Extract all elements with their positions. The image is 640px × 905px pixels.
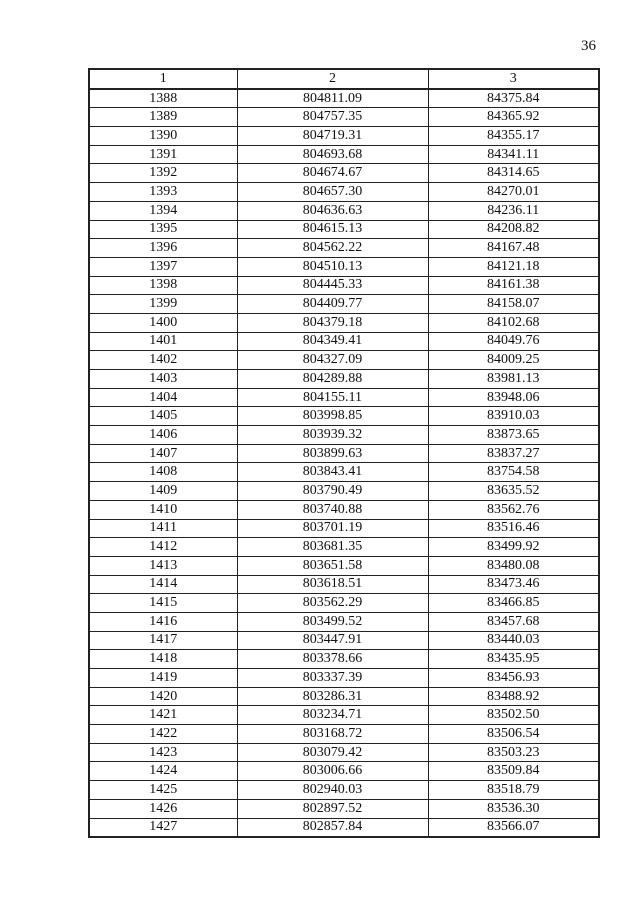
point-number-cell: 1405 <box>89 407 237 426</box>
coordinate-y-cell: 84341.11 <box>428 145 599 164</box>
point-number-cell: 1427 <box>89 818 237 837</box>
point-number-cell: 1422 <box>89 725 237 744</box>
column-header-2: 2 <box>237 69 428 89</box>
point-number-cell: 1416 <box>89 612 237 631</box>
table-row <box>89 407 599 426</box>
table-row <box>89 706 599 725</box>
coordinate-y-cell: 83536.30 <box>428 799 599 818</box>
point-number-cell: 1398 <box>89 276 237 295</box>
coordinate-x-cell: 804155.11 <box>237 388 428 407</box>
coordinate-x-cell: 802897.52 <box>237 799 428 818</box>
point-number-cell: 1407 <box>89 444 237 463</box>
coordinate-y-cell: 83837.27 <box>428 444 599 463</box>
table-row <box>89 351 599 370</box>
point-number-cell: 1389 <box>89 108 237 127</box>
point-number-cell: 1421 <box>89 706 237 725</box>
coordinate-x-cell: 803939.32 <box>237 426 428 445</box>
table-row <box>89 444 599 463</box>
table-row <box>89 295 599 314</box>
table-row <box>89 313 599 332</box>
table-row <box>89 276 599 295</box>
table-row <box>89 332 599 351</box>
table-row <box>89 519 599 538</box>
table-row <box>89 388 599 407</box>
table-row <box>89 631 599 650</box>
coordinate-y-cell: 83488.92 <box>428 687 599 706</box>
coordinate-x-cell: 802940.03 <box>237 781 428 800</box>
table-row <box>89 239 599 258</box>
coordinate-x-cell: 803286.31 <box>237 687 428 706</box>
point-number-cell: 1400 <box>89 313 237 332</box>
coordinate-y-cell: 84270.01 <box>428 183 599 202</box>
table-row <box>89 220 599 239</box>
coordinate-y-cell: 84158.07 <box>428 295 599 314</box>
coordinate-y-cell: 84314.65 <box>428 164 599 183</box>
point-number-cell: 1412 <box>89 538 237 557</box>
coordinate-y-cell: 83499.92 <box>428 538 599 557</box>
table-row <box>89 594 599 613</box>
point-number-cell: 1396 <box>89 239 237 258</box>
coordinate-x-cell: 803843.41 <box>237 463 428 482</box>
table-row <box>89 725 599 744</box>
coordinate-x-cell: 804615.13 <box>237 220 428 239</box>
coordinate-y-cell: 83948.06 <box>428 388 599 407</box>
coordinate-x-cell: 804510.13 <box>237 257 428 276</box>
coordinate-x-cell: 803168.72 <box>237 725 428 744</box>
coordinate-x-cell: 804636.63 <box>237 201 428 220</box>
table-row <box>89 183 599 202</box>
table-row <box>89 538 599 557</box>
coordinate-y-cell: 83566.07 <box>428 818 599 837</box>
coordinate-x-cell: 803562.29 <box>237 594 428 613</box>
table-row <box>89 669 599 688</box>
coordinate-y-cell: 83466.85 <box>428 594 599 613</box>
coordinate-y-cell: 83873.65 <box>428 426 599 445</box>
coordinate-x-cell: 804379.18 <box>237 313 428 332</box>
coordinate-x-cell: 804562.22 <box>237 239 428 258</box>
coordinate-y-cell: 83473.46 <box>428 575 599 594</box>
coordinate-y-cell: 83440.03 <box>428 631 599 650</box>
coordinate-y-cell: 83981.13 <box>428 370 599 389</box>
point-number-cell: 1392 <box>89 164 237 183</box>
point-number-cell: 1401 <box>89 332 237 351</box>
coordinate-x-cell: 803651.58 <box>237 556 428 575</box>
point-number-cell: 1415 <box>89 594 237 613</box>
point-number-cell: 1410 <box>89 500 237 519</box>
coordinate-y-cell: 83910.03 <box>428 407 599 426</box>
coordinate-x-cell: 802857.84 <box>237 818 428 837</box>
point-number-cell: 1406 <box>89 426 237 445</box>
point-number-cell: 1403 <box>89 370 237 389</box>
table-row <box>89 164 599 183</box>
coordinate-x-cell: 804445.33 <box>237 276 428 295</box>
table-row <box>89 687 599 706</box>
table-row <box>89 127 599 146</box>
point-number-cell: 1423 <box>89 743 237 762</box>
coordinate-y-cell: 83456.93 <box>428 669 599 688</box>
table-row <box>89 799 599 818</box>
table-row <box>89 781 599 800</box>
coordinate-y-cell: 84121.18 <box>428 257 599 276</box>
point-number-cell: 1418 <box>89 650 237 669</box>
coordinate-x-cell: 803790.49 <box>237 482 428 501</box>
coordinate-x-cell: 803337.39 <box>237 669 428 688</box>
table-row <box>89 108 599 127</box>
point-number-cell: 1411 <box>89 519 237 538</box>
coordinate-x-cell: 803234.71 <box>237 706 428 725</box>
point-number-cell: 1420 <box>89 687 237 706</box>
point-number-cell: 1404 <box>89 388 237 407</box>
coordinate-x-cell: 804327.09 <box>237 351 428 370</box>
coordinate-y-cell: 83562.76 <box>428 500 599 519</box>
coordinate-y-cell: 83635.52 <box>428 482 599 501</box>
coordinate-y-cell: 84009.25 <box>428 351 599 370</box>
coordinate-x-cell: 803499.52 <box>237 612 428 631</box>
coordinate-y-cell: 83754.58 <box>428 463 599 482</box>
coordinate-y-cell: 83518.79 <box>428 781 599 800</box>
coordinate-y-cell: 83516.46 <box>428 519 599 538</box>
table-body <box>89 89 599 838</box>
table-row <box>89 370 599 389</box>
point-number-cell: 1397 <box>89 257 237 276</box>
table-row <box>89 89 599 108</box>
coordinate-x-cell: 804693.68 <box>237 145 428 164</box>
coordinate-x-cell: 804811.09 <box>237 89 428 108</box>
table-row <box>89 612 599 631</box>
coordinate-x-cell: 803006.66 <box>237 762 428 781</box>
table-row <box>89 818 599 837</box>
table-row <box>89 762 599 781</box>
coordinate-y-cell: 83509.84 <box>428 762 599 781</box>
coordinate-y-cell: 83457.68 <box>428 612 599 631</box>
coordinate-y-cell: 83506.54 <box>428 725 599 744</box>
coordinate-x-cell: 803378.66 <box>237 650 428 669</box>
coordinate-x-cell: 804657.30 <box>237 183 428 202</box>
coordinate-x-cell: 804674.67 <box>237 164 428 183</box>
point-number-cell: 1424 <box>89 762 237 781</box>
point-number-cell: 1395 <box>89 220 237 239</box>
coordinate-x-cell: 803079.42 <box>237 743 428 762</box>
table-row <box>89 257 599 276</box>
coordinate-y-cell: 84365.92 <box>428 108 599 127</box>
point-number-cell: 1426 <box>89 799 237 818</box>
table-row <box>89 575 599 594</box>
table-row <box>89 482 599 501</box>
coordinate-y-cell: 84236.11 <box>428 201 599 220</box>
point-number-cell: 1417 <box>89 631 237 650</box>
table-row <box>89 650 599 669</box>
table-row <box>89 201 599 220</box>
coordinate-x-cell: 803447.91 <box>237 631 428 650</box>
coordinate-x-cell: 804349.41 <box>237 332 428 351</box>
coordinate-y-cell: 84167.48 <box>428 239 599 258</box>
coordinate-y-cell: 84102.68 <box>428 313 599 332</box>
coordinate-x-cell: 803740.88 <box>237 500 428 519</box>
table-row <box>89 556 599 575</box>
point-number-cell: 1419 <box>89 669 237 688</box>
column-header-3: 3 <box>428 69 599 89</box>
point-number-cell: 1425 <box>89 781 237 800</box>
coordinate-y-cell: 83502.50 <box>428 706 599 725</box>
coordinate-x-cell: 804409.77 <box>237 295 428 314</box>
point-number-cell: 1391 <box>89 145 237 164</box>
coordinate-x-cell: 804719.31 <box>237 127 428 146</box>
coordinate-x-cell: 803899.63 <box>237 444 428 463</box>
column-header-1: 1 <box>89 69 237 89</box>
table-row <box>89 743 599 762</box>
point-number-cell: 1409 <box>89 482 237 501</box>
table-row <box>89 145 599 164</box>
point-number-cell: 1408 <box>89 463 237 482</box>
point-number-cell: 1388 <box>89 89 237 108</box>
coordinate-y-cell: 84161.38 <box>428 276 599 295</box>
coordinate-y-cell: 83435.95 <box>428 650 599 669</box>
coordinate-y-cell: 83480.08 <box>428 556 599 575</box>
point-number-cell: 1402 <box>89 351 237 370</box>
coordinate-y-cell: 84375.84 <box>428 89 599 108</box>
point-number-cell: 1390 <box>89 127 237 146</box>
coordinate-x-cell: 803998.85 <box>237 407 428 426</box>
coordinate-y-cell: 84049.76 <box>428 332 599 351</box>
point-number-cell: 1399 <box>89 295 237 314</box>
table-row <box>89 500 599 519</box>
coordinate-y-cell: 84355.17 <box>428 127 599 146</box>
point-number-cell: 1394 <box>89 201 237 220</box>
table-row <box>89 463 599 482</box>
point-number-cell: 1413 <box>89 556 237 575</box>
point-number-cell: 1393 <box>89 183 237 202</box>
table-row <box>89 426 599 445</box>
coordinate-x-cell: 803618.51 <box>237 575 428 594</box>
point-number-cell: 1414 <box>89 575 237 594</box>
table-header-row <box>89 69 599 89</box>
coordinate-y-cell: 84208.82 <box>428 220 599 239</box>
coordinate-x-cell: 803681.35 <box>237 538 428 557</box>
page-number: 36 <box>581 38 596 54</box>
coordinate-y-cell: 83503.23 <box>428 743 599 762</box>
coordinates-table <box>88 68 600 838</box>
coordinate-x-cell: 804757.35 <box>237 108 428 127</box>
coordinate-x-cell: 803701.19 <box>237 519 428 538</box>
coordinate-x-cell: 804289.88 <box>237 370 428 389</box>
